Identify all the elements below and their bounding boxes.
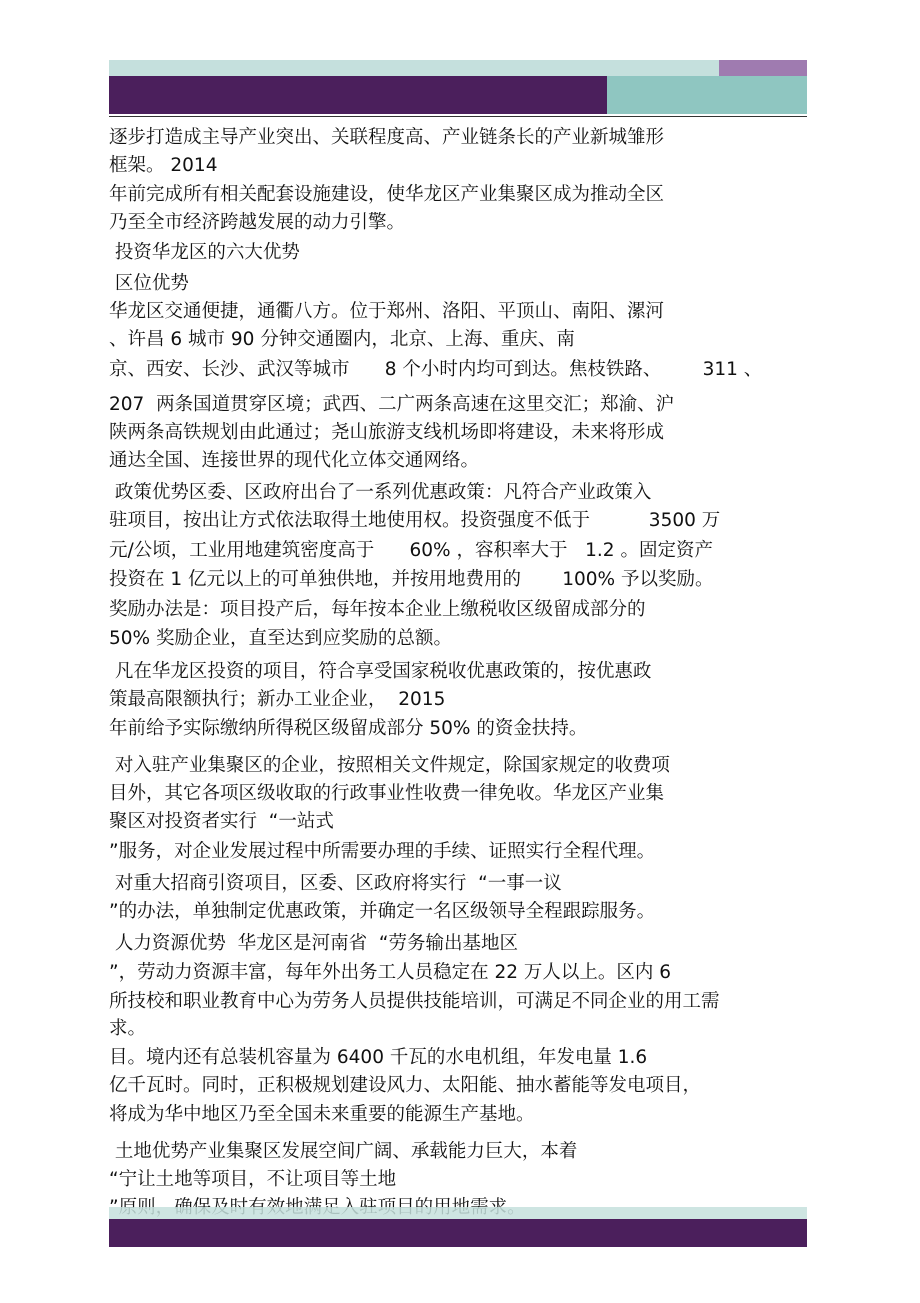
text-line: 陕两条高铁规划由此通过；尧山旅游支线机场即将建设，未来将形成	[109, 422, 665, 443]
text-line: 对重大招商引资项目，区委、区政府将实行 “一事一议	[109, 873, 562, 894]
text-line: 框架。 2014	[109, 155, 218, 176]
text-line: 将成为华中地区乃至全国未来重要的能源生产基地。	[109, 1104, 535, 1125]
text-line: 逐步打造成主导产业突出、关联程度高、产业链条长的产业新城雏形	[109, 127, 665, 148]
header-band-light-teal	[109, 60, 719, 76]
text-line: 华龙区交通便捷，通衢八方。位于郑州、洛阳、平顶山、南阳、漯河	[109, 301, 665, 322]
text-line: 所技校和职业教育中心为劳务人员提供技能培训，可满足不同企业的用工需	[109, 991, 720, 1012]
header-band-lavender	[719, 60, 807, 76]
text-line: ”，劳动力资源丰富，每年外出务工人员稳定在 22 万人以上。区内 6	[109, 962, 672, 983]
text-line: ”服务，对企业发展过程中所需要办理的手续、证照实行全程代理。	[109, 841, 656, 862]
text-line: 土地优势产业集聚区发展空间广阔、承载能力巨大，本着	[109, 1141, 578, 1162]
footer-band-purple	[109, 1219, 807, 1247]
header-band-teal	[607, 76, 807, 114]
text-line: 乃至全市经济跨越发展的动力引擎。	[109, 212, 406, 233]
section-heading: 区位优势	[109, 273, 189, 294]
text-line: 年前完成所有相关配套设施建设，使华龙区产业集聚区成为推动全区	[109, 184, 665, 205]
text-line: 投资在 1 亿元以上的可单独供地，并按用地费用的 100% 予以奖励。	[109, 569, 714, 590]
text-line: 政策优势区委、区政府出台了一系列优惠政策：凡符合产业政策入	[109, 482, 652, 503]
text-line: 求。	[109, 1018, 147, 1039]
text-line: 凡在华龙区投资的项目，符合享受国家税收优惠政策的，按优惠政	[109, 661, 652, 682]
text-line: 驻项目，按出让方式依法取得土地使用权。投资强度不低于 3500 万	[109, 510, 721, 531]
text-line: 年前给予实际缴纳所得税区级留成部分 50% 的资金扶持。	[109, 718, 588, 739]
text-line: 策最高限额执行；新办工业企业， 2015	[109, 689, 446, 710]
header-band-purple	[109, 76, 607, 114]
section-heading: 投资华龙区的六大优势	[109, 242, 300, 263]
text-line: 、许昌 6 城市 90 分钟交通圈内，北京、上海、重庆、南	[109, 329, 575, 350]
text-line: 目。境内还有总装机容量为 6400 千瓦的水电机组，年发电量 1.6	[109, 1047, 648, 1068]
text-line: 聚区对投资者实行 “一站式	[109, 811, 334, 832]
text-line: 通达全国、连接世界的现代化立体交通网络。	[109, 450, 480, 471]
header-rule	[109, 116, 807, 117]
text-line: 人力资源优势 华龙区是河南省 “劳务输出基地区	[109, 933, 518, 954]
text-line: ”的办法，单独制定优惠政策，并确定一名区级领导全程跟踪服务。	[109, 901, 656, 922]
text-line: 奖励办法是：项目投产后，每年按本企业上缴税收区级留成部分的	[109, 599, 646, 620]
text-line: “宁让土地等项目，不让项目等土地	[109, 1169, 397, 1190]
text-line: 对入驻产业集聚区的企业，按照相关文件规定，除国家规定的收费项	[109, 755, 670, 776]
footer-band-light-teal	[109, 1207, 807, 1219]
text-line: 亿千瓦时。同时，正积极规划建设风力、太阳能、抽水蓄能等发电项目，	[109, 1075, 702, 1096]
text-line: 50% 奖励企业，直至达到应奖励的总额。	[109, 628, 453, 649]
text-line: 京、西安、长沙、武汉等城市 8 个小时内均可到达。焦枝铁路、 311 、	[109, 359, 763, 380]
text-line: 元/公顷，工业用地建筑密度高于 60% ，容积率大于 1.2 。固定资产	[109, 540, 713, 561]
text-line: 207 两条国道贯穿区境；武西、二广两条高速在这里交汇；郑渝、沪	[109, 394, 675, 415]
text-line: 目外，其它各项区级收取的行政事业性收费一律免收。华龙区产业集	[109, 783, 665, 804]
